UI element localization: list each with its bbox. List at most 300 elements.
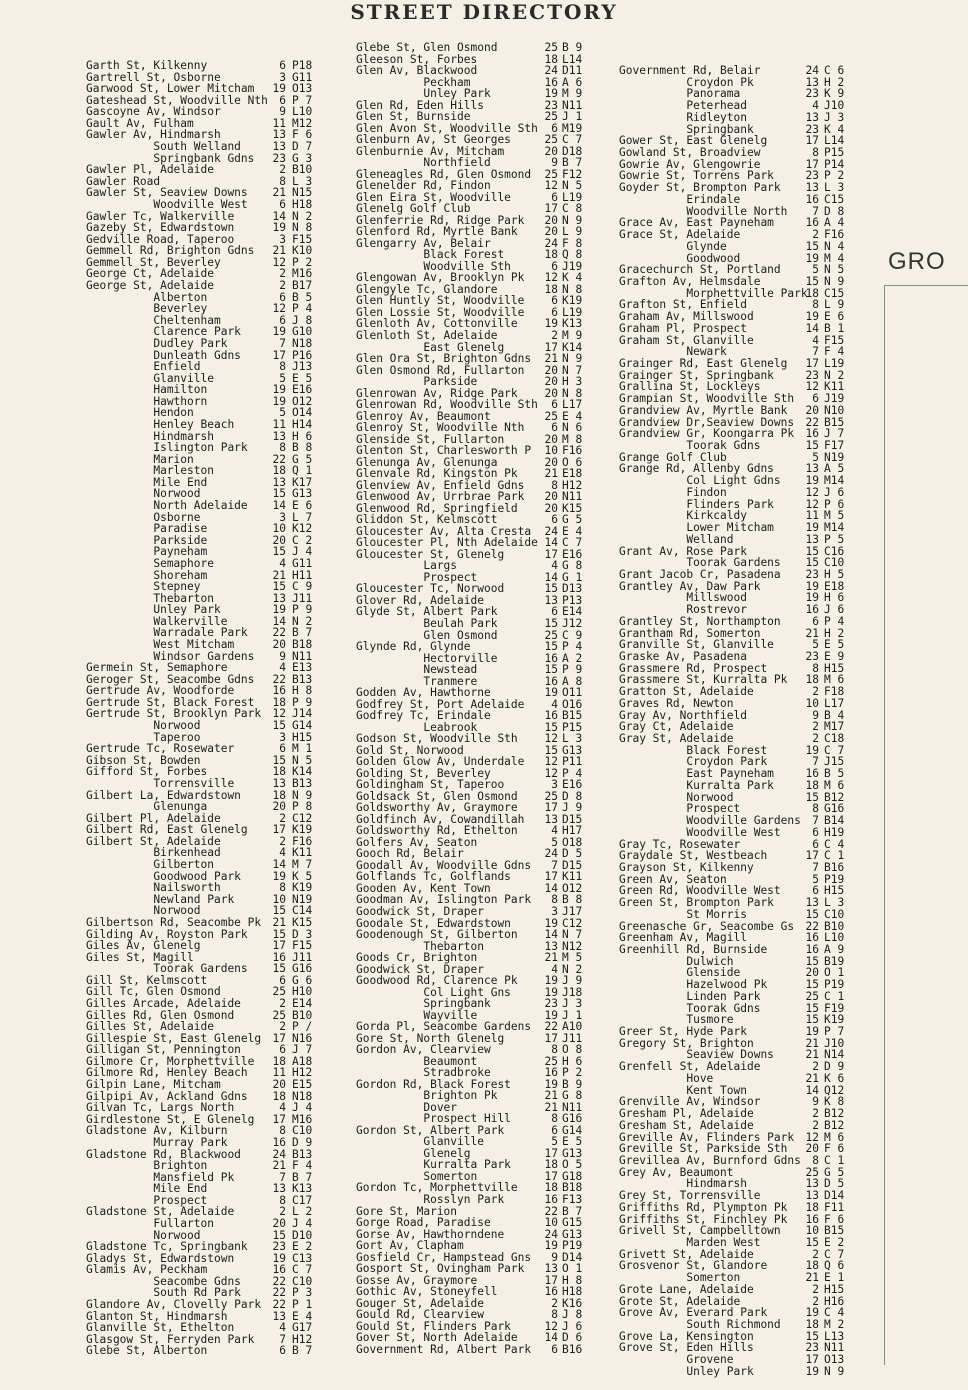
street-name: Glover Rd, Adelaide xyxy=(356,593,484,607)
map-page: 16 xyxy=(272,1135,286,1149)
street-name: Glenview Av, Enfield Gdns xyxy=(356,478,525,492)
map-page: 20 xyxy=(272,533,286,547)
grid-reference: K 4 xyxy=(562,271,583,285)
grid-reference: L 3 xyxy=(562,732,583,746)
street-name: Unley Park xyxy=(619,1364,754,1378)
grid-reference: G 8 xyxy=(562,559,583,573)
map-page: 8 xyxy=(812,298,819,312)
street-name: Gray Ct, Adelaide xyxy=(619,720,734,734)
street-name: Gilbert St, Adelaide xyxy=(86,834,221,848)
street-name: Glenelder Rd, Findon xyxy=(356,179,491,193)
grid-reference: J13 xyxy=(292,360,313,374)
map-page: 8 xyxy=(279,1193,286,1207)
grid-reference: K19 xyxy=(292,823,313,837)
map-page: 12 xyxy=(805,380,819,394)
street-name: Mile End xyxy=(86,1182,208,1196)
grid-reference: F 6 xyxy=(292,128,313,142)
street-name: Gordon Tc, Morphettville xyxy=(356,1181,518,1195)
grid-reference: K15 xyxy=(562,501,583,515)
map-page: 25 xyxy=(805,989,819,1003)
street-name: Goldsack St, Glen Osmond xyxy=(356,789,518,803)
map-page: 8 xyxy=(812,1153,819,1167)
map-page: 15 xyxy=(805,556,819,570)
grid-reference: G14 xyxy=(292,719,313,733)
map-page: 15 xyxy=(805,1001,819,1015)
map-page: 16 xyxy=(544,651,558,665)
map-page: 19 xyxy=(544,1077,558,1091)
street-name: Thebarton xyxy=(356,939,484,953)
grid-reference: G17 xyxy=(292,1321,313,1335)
street-name: Gowland St, Broadview xyxy=(619,146,761,160)
grid-reference: P 9 xyxy=(292,603,313,617)
street-name: Grove Av, Everard Park xyxy=(619,1306,768,1320)
street-name: Gilbertson Rd, Seacombe Pk xyxy=(86,915,262,929)
map-page: 6 xyxy=(812,392,819,406)
grid-reference: K11 xyxy=(562,870,583,884)
grid-reference: H18 xyxy=(562,1285,583,1299)
street-name: Gladys St, Edwardstown xyxy=(86,1251,235,1265)
map-page: 15 xyxy=(272,545,286,559)
map-page: 2 xyxy=(812,1060,819,1074)
street-name: Grantley Av, Daw Park xyxy=(619,579,761,593)
grid-reference: N11 xyxy=(824,1341,845,1355)
map-page: 15 xyxy=(805,544,819,558)
grid-reference: H 6 xyxy=(824,591,845,605)
grid-reference: B15 xyxy=(562,709,583,723)
grid-reference: L 9 xyxy=(562,225,583,239)
street-name: Norwood xyxy=(619,790,734,804)
map-page: 13 xyxy=(272,1309,286,1323)
street-name: Glenunga xyxy=(86,800,208,814)
street-name: Kent Town xyxy=(619,1083,747,1097)
grid-reference: P19 xyxy=(824,978,845,992)
map-page: 6 xyxy=(279,59,286,72)
grid-reference: O 1 xyxy=(562,1262,583,1276)
map-page: 4 xyxy=(279,846,286,860)
grid-reference: F11 xyxy=(824,1200,845,1214)
map-page: 2 xyxy=(551,329,558,342)
map-page: 19 xyxy=(544,916,558,930)
street-name: Gray St, Adelaide xyxy=(619,732,734,746)
map-page: 7 xyxy=(279,1332,286,1346)
grid-reference: Q 8 xyxy=(562,248,583,262)
street-name: Gladstone Av, Kilburn xyxy=(86,1124,228,1138)
map-page: 13 xyxy=(272,1182,286,1196)
grid-reference: F13 xyxy=(562,1193,583,1206)
map-page: 19 xyxy=(544,974,558,988)
grid-reference: O11 xyxy=(562,686,583,700)
grid-reference: Q 1 xyxy=(292,464,313,478)
street-name: Grove La, Kensington xyxy=(619,1329,754,1343)
map-page: 12 xyxy=(544,1319,558,1333)
street-name: Black Forest xyxy=(619,743,768,757)
map-page: 22 xyxy=(805,919,819,933)
street-name: Glenton St, Charlesworth P xyxy=(356,444,532,458)
grid-reference: E14 xyxy=(562,605,583,619)
street-name: Marden West xyxy=(619,1236,761,1249)
street-name: Gloucester Av, Alta Cresta xyxy=(356,524,532,538)
map-page: 17 xyxy=(805,157,819,171)
street-name: Murray Park xyxy=(86,1135,228,1149)
grid-reference: P14 xyxy=(824,157,845,171)
map-page: 17 xyxy=(272,939,286,953)
map-page: 23 xyxy=(805,1341,819,1355)
map-page: 19 xyxy=(272,394,286,408)
map-page: 17 xyxy=(544,1031,558,1045)
map-page: 3 xyxy=(279,232,286,246)
map-page: 3 xyxy=(551,778,558,792)
street-name: East Glenelg xyxy=(356,340,505,354)
map-page: 23 xyxy=(805,87,819,101)
grid-reference: B12 xyxy=(824,790,845,804)
street-name: Payneham xyxy=(86,545,208,559)
map-page: 2 xyxy=(812,685,819,699)
map-page: 6 xyxy=(551,294,558,308)
map-page: 15 xyxy=(272,719,286,733)
map-page: 18 xyxy=(272,695,286,709)
grid-reference: H15 xyxy=(824,884,845,898)
street-name: Golden Glow Av, Underdale xyxy=(356,755,525,769)
map-page: 15 xyxy=(544,640,558,654)
street-name: Grandview Dr,Seaview Downs xyxy=(619,415,795,429)
street-name: Welland xyxy=(619,532,734,546)
street-name: St Morris xyxy=(619,907,747,921)
street-name: Golding St, Beverley xyxy=(356,766,491,780)
grid-reference: D 8 xyxy=(562,789,583,803)
grid-reference: N16 xyxy=(292,1031,313,1045)
grid-reference: E15 xyxy=(292,1078,313,1092)
grid-reference: J10 xyxy=(824,1036,845,1050)
street-name: Greenasche Gr, Seacombe Gs xyxy=(619,919,795,933)
grid-reference: B15 xyxy=(824,415,845,429)
street-name: Dunleath Gdns xyxy=(86,348,241,362)
street-name: Garth St, Kilkenny xyxy=(86,59,208,72)
grid-reference: F12 xyxy=(562,167,583,181)
street-name: Beaumont xyxy=(356,1054,478,1068)
grid-reference: F16 xyxy=(562,444,583,458)
street-name: South Richmond xyxy=(619,1318,781,1332)
map-page: 13 xyxy=(805,896,819,910)
map-page: 8 xyxy=(551,478,558,492)
street-name: Grainger Rd, East Glenelg xyxy=(619,357,788,370)
street-name: Grant Av, Rose Park xyxy=(619,544,747,558)
grid-reference: N 9 xyxy=(292,788,313,802)
map-page: 13 xyxy=(272,475,286,489)
map-page: 19 xyxy=(544,1008,558,1022)
street-name: Hove xyxy=(619,1071,714,1085)
map-page: 4 xyxy=(279,661,286,675)
street-name: Glanville xyxy=(86,371,214,385)
street-name: Glengarry Av, Belair xyxy=(356,236,491,250)
map-page: 2 xyxy=(812,1107,819,1121)
map-page: 14 xyxy=(544,536,558,550)
map-page: 6 xyxy=(279,313,286,327)
street-name: Clarence Park xyxy=(86,325,241,339)
street-name: Glenunga Av, Glenunga xyxy=(356,455,498,469)
map-page: 2 xyxy=(279,267,286,281)
street-name: Grassmere St, Kurralta Pk xyxy=(619,673,788,687)
street-name: Glenrowan Av, Ridge Park xyxy=(356,386,518,400)
map-page: 4 xyxy=(551,697,558,711)
map-page: 4 xyxy=(279,556,286,570)
map-page: 13 xyxy=(805,1177,819,1191)
map-page: 20 xyxy=(544,213,558,227)
map-page: 23 xyxy=(544,997,558,1011)
street-name: Grace St, Adelaide xyxy=(619,228,741,242)
street-name: Glenburn Av, St Georges xyxy=(356,133,511,147)
map-page: 2 xyxy=(812,720,819,734)
map-page: 6 xyxy=(551,259,558,273)
street-name: Gowrie St, Torrens Park xyxy=(619,169,774,183)
grid-reference: M 1 xyxy=(292,742,313,756)
map-page: 16 xyxy=(805,767,819,781)
street-name: Grallina St, Lockleys xyxy=(619,380,761,394)
street-name: Glenwood Rd, Springfield xyxy=(356,501,518,515)
grid-reference: D15 xyxy=(562,812,583,826)
grid-reference: G13 xyxy=(292,487,313,501)
grid-reference: E14 xyxy=(292,996,313,1010)
grid-reference: C 7 xyxy=(824,1247,845,1261)
grid-reference: P 4 xyxy=(824,614,845,628)
grid-reference: B 8 xyxy=(292,441,313,455)
street-name: Gertrude Tc, Rosewater xyxy=(86,742,235,756)
map-page: 18 xyxy=(544,1158,558,1172)
map-page: 15 xyxy=(805,978,819,992)
street-name: Gore St, North Glenelg xyxy=(356,1031,505,1045)
map-page: 12 xyxy=(805,1130,819,1144)
map-page: 10 xyxy=(805,1224,819,1238)
map-page: 19 xyxy=(805,591,819,605)
street-name: Shoreham xyxy=(86,568,208,582)
grid-reference: E16 xyxy=(562,547,583,561)
map-page: 20 xyxy=(544,490,558,504)
map-page: 8 xyxy=(812,802,819,816)
grid-reference: J 9 xyxy=(562,801,583,815)
map-page: 17 xyxy=(544,340,558,354)
street-name: Gort Av, Clapham xyxy=(356,1239,464,1253)
street-name: Thebarton xyxy=(86,591,214,605)
map-page: 4 xyxy=(812,333,819,347)
map-page: 7 xyxy=(279,1170,286,1184)
street-name: Rosslyn Park xyxy=(356,1193,505,1206)
grid-reference: D11 xyxy=(562,64,583,78)
street-name: Panorama xyxy=(619,87,741,101)
street-name: Greville St, Parkside Sth xyxy=(619,1142,788,1156)
grid-reference: C18 xyxy=(824,732,845,746)
grid-reference: H 2 xyxy=(824,626,845,640)
map-page: 10 xyxy=(544,1216,558,1230)
grid-reference: P 4 xyxy=(562,640,583,654)
street-name: Gibson St, Bowden xyxy=(86,753,201,767)
grid-reference: B13 xyxy=(292,1147,313,1161)
grid-reference: G 5 xyxy=(824,1165,845,1179)
map-page: 9 xyxy=(279,105,286,119)
street-name: Government Rd, Belair xyxy=(619,64,761,77)
map-page: 6 xyxy=(551,398,558,412)
map-page: 4 xyxy=(812,99,819,113)
grid-reference: N14 xyxy=(824,1048,845,1062)
grid-reference: G13 xyxy=(562,1227,583,1241)
map-page: 17 xyxy=(805,357,819,370)
street-name: Fullarton xyxy=(86,1217,214,1230)
map-page: 13 xyxy=(544,593,558,607)
street-name: Gladstone St, Adelaide xyxy=(86,1205,235,1219)
grid-reference: F 8 xyxy=(562,236,583,250)
map-page: 15 xyxy=(805,907,819,921)
map-page: 21 xyxy=(272,244,286,258)
grid-reference: N 2 xyxy=(824,368,845,382)
street-name: Gresham Pl, Adelaide xyxy=(619,1107,754,1121)
map-page: 15 xyxy=(544,720,558,734)
street-name: Grenville Av, Windsor xyxy=(619,1095,761,1109)
map-page: 16 xyxy=(544,709,558,723)
grid-reference: G11 xyxy=(292,556,313,570)
map-page: 25 xyxy=(272,1008,286,1022)
page-title: STREET DIRECTORY xyxy=(350,0,618,24)
street-name: Gosfield Cr, Hampstead Gns xyxy=(356,1250,532,1264)
grid-reference: F15 xyxy=(292,232,313,246)
grid-reference: E 4 xyxy=(562,524,583,538)
map-page: 24 xyxy=(805,64,819,77)
map-page: 6 xyxy=(551,121,558,135)
map-page: 15 xyxy=(805,1236,819,1249)
grid-reference: B 7 xyxy=(562,156,583,170)
grid-reference: P 3 xyxy=(292,1286,313,1300)
grid-reference: C 4 xyxy=(824,837,845,851)
grid-reference: D14 xyxy=(824,1189,845,1203)
grid-reference: B14 xyxy=(824,814,845,828)
grid-reference: J 7 xyxy=(824,427,845,441)
street-name: Greenham Av, Magill xyxy=(619,931,747,945)
grid-reference: B 5 xyxy=(824,767,845,781)
street-name: Gilbert Pl, Adelaide xyxy=(86,811,221,825)
map-page: 21 xyxy=(544,951,558,965)
map-page: 7 xyxy=(279,336,286,350)
street-name: Dover xyxy=(356,1100,458,1114)
map-page: 22 xyxy=(272,452,286,466)
grid-reference: L17 xyxy=(824,696,845,710)
map-page: 13 xyxy=(544,939,558,953)
map-page: 18 xyxy=(805,1200,819,1214)
map-page: 19 xyxy=(272,869,286,883)
street-name: Hawthorn xyxy=(86,394,208,408)
map-page: 9 xyxy=(551,156,558,170)
grid-reference: P11 xyxy=(562,755,583,769)
grid-reference: C 2 xyxy=(292,533,313,547)
street-name: Gore St, Marion xyxy=(356,1204,458,1218)
street-name: Gilvan Tc, Largs North xyxy=(86,1101,235,1115)
map-page: 14 xyxy=(272,499,286,513)
map-page: 19 xyxy=(544,686,558,700)
map-page: 25 xyxy=(272,985,286,999)
grid-reference: B 7 xyxy=(562,1204,583,1218)
street-name: Gordon Rd, Black Forest xyxy=(356,1077,511,1091)
street-name: Graske Av, Pasadena xyxy=(619,650,747,663)
map-page: 20 xyxy=(544,225,558,239)
map-page: 6 xyxy=(551,421,558,435)
map-page: 22 xyxy=(544,1204,558,1218)
grid-reference: H 8 xyxy=(292,684,313,698)
street-name: Parkside xyxy=(356,375,478,389)
map-page: 13 xyxy=(805,75,819,89)
grid-reference: O 1 xyxy=(824,966,845,980)
grid-reference: O13 xyxy=(824,1353,845,1367)
map-page: 9 xyxy=(551,1250,558,1264)
map-page: 24 xyxy=(544,64,558,78)
grid-reference: B12 xyxy=(824,1118,845,1132)
grid-reference: L 3 xyxy=(824,896,845,910)
map-page: 22 xyxy=(272,626,286,640)
map-page: 13 xyxy=(544,812,558,826)
street-name: Gascoyne Av, Windsor xyxy=(86,105,221,119)
map-page: 20 xyxy=(272,638,286,651)
map-page: 23 xyxy=(805,368,819,382)
map-page: 15 xyxy=(805,1013,819,1027)
map-page: 17 xyxy=(272,348,286,362)
grid-reference: H 3 xyxy=(562,375,583,389)
grid-reference: P 5 xyxy=(824,532,845,546)
grid-reference: G16 xyxy=(824,802,845,816)
street-name: Graham Pl, Prospect xyxy=(619,321,747,335)
map-page: 14 xyxy=(805,1083,819,1097)
map-page: 17 xyxy=(544,547,558,561)
map-page: 24 xyxy=(544,524,558,538)
grid-reference: J19 xyxy=(562,259,583,273)
map-page: 4 xyxy=(279,1101,286,1115)
street-name: Hazelwood Pk xyxy=(619,978,768,992)
street-name: Woodville West xyxy=(86,197,248,211)
map-page: 12 xyxy=(544,755,558,769)
grid-reference: H15 xyxy=(824,661,845,675)
street-name: Birkenhead xyxy=(86,846,221,860)
street-name: Government Rd, Albert Park xyxy=(356,1342,532,1356)
grid-reference: D 5 xyxy=(562,847,583,861)
grid-reference: P19 xyxy=(562,1239,583,1253)
grid-reference: G14 xyxy=(562,1123,583,1137)
grid-reference: G16 xyxy=(292,962,313,976)
street-name: Norwood xyxy=(86,487,201,501)
street-name: Glen Eira St, Woodville xyxy=(356,190,511,204)
map-page: 14 xyxy=(544,570,558,584)
grid-reference: K 5 xyxy=(292,869,313,883)
street-name: Gedville Road, Taperoo xyxy=(86,232,235,246)
grid-reference: O18 xyxy=(562,835,583,849)
map-page: 25 xyxy=(544,167,558,181)
street-name: Gloucester Tc, Norwood xyxy=(356,582,505,596)
map-page: 9 xyxy=(812,1095,819,1109)
grid-reference: P 2 xyxy=(562,1066,583,1080)
map-page: 19 xyxy=(272,603,286,617)
street-name: Col Light Gns xyxy=(356,985,511,999)
grid-reference: C 4 xyxy=(824,1306,845,1320)
street-name: Gothic Av, Stoneyfell xyxy=(356,1285,498,1299)
grid-reference: J18 xyxy=(562,985,583,999)
grid-reference: K11 xyxy=(292,846,313,860)
grid-reference: H11 xyxy=(292,568,313,582)
map-page: 3 xyxy=(279,510,286,524)
map-page: 7 xyxy=(812,814,819,828)
grid-reference: B 9 xyxy=(562,41,583,54)
street-name: Glenwood Av, Urrbrae Park xyxy=(356,490,525,504)
grid-reference: K19 xyxy=(824,1013,845,1027)
street-name: Mile End xyxy=(86,475,208,489)
street-name: Glenelg xyxy=(356,1146,471,1160)
map-page: 8 xyxy=(279,881,286,895)
map-page: 2 xyxy=(812,1282,819,1296)
street-name: Glen Lossie St, Woodville xyxy=(356,305,525,319)
grid-reference: P 4 xyxy=(562,766,583,780)
grid-reference: E 5 xyxy=(562,1135,583,1149)
